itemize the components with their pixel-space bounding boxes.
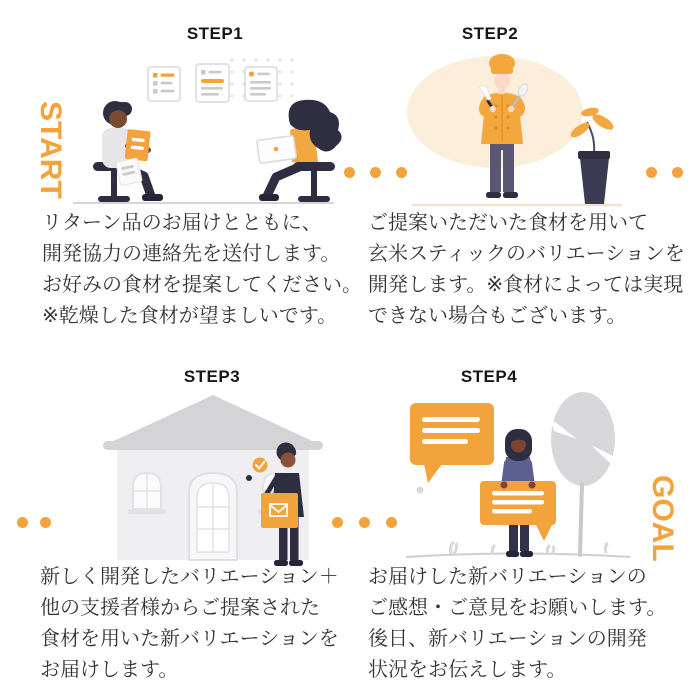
goal-label: GOAL	[646, 475, 679, 562]
description-line: 食材を用いた新バリエーションを	[40, 628, 339, 650]
flow-dot-icon	[17, 517, 28, 528]
flow-dot-icon	[386, 517, 397, 528]
step1-illustration-icon	[38, 46, 348, 208]
flow-dot-icon	[40, 517, 51, 528]
description-line: お届けした新バリエーションの	[368, 566, 647, 588]
description-line: 新しく開発したバリエーション＋	[40, 566, 339, 588]
description-line: 状況をお伝えします。	[368, 659, 567, 681]
step3-description	[40, 562, 339, 686]
description-line: 後日、新バリエーションの開発	[368, 628, 647, 650]
flow-dot-icon	[672, 167, 683, 178]
description-line: お届けします。	[40, 659, 179, 681]
flow-dot-icon	[359, 517, 370, 528]
flow-dot-icon	[344, 167, 355, 178]
description-line: ※乾燥した食材が望ましいです。	[42, 305, 338, 327]
description-line: お好みの食材を提案してください。	[42, 274, 362, 296]
description-line: 開発協力の連絡先を送付します。	[42, 243, 341, 265]
description-line: リターン品のお届けとともに、	[42, 212, 322, 234]
flow-dot-icon	[332, 517, 343, 528]
flow-dot-icon	[646, 167, 657, 178]
step3-title: STEP3	[183, 367, 241, 386]
step3-illustration-icon	[103, 385, 323, 572]
flow-dot-icon	[396, 167, 407, 178]
flow-dot-icon	[370, 167, 381, 178]
description-line: ご提案いただいた食材を用いて	[368, 212, 648, 234]
description-line: 他の支援者様からご提案された	[40, 597, 320, 619]
step2-title: STEP2	[461, 24, 519, 43]
description-line: できない場合もございます。	[368, 305, 627, 327]
description-line: 玄米スティックのバリエーションを	[368, 243, 685, 265]
step4-description	[368, 562, 666, 686]
description-line: 開発します。※食材によっては実現	[368, 274, 684, 296]
step4-illustration-icon	[396, 387, 641, 567]
step2-description	[368, 208, 685, 332]
description-line: ご感想・ご意見をお願いします。	[368, 597, 667, 619]
step1-description	[42, 208, 362, 332]
start-label: START	[34, 101, 67, 199]
step2-illustration-icon	[390, 46, 645, 212]
step4-title: STEP4	[460, 367, 518, 386]
step1-title: STEP1	[186, 24, 244, 43]
